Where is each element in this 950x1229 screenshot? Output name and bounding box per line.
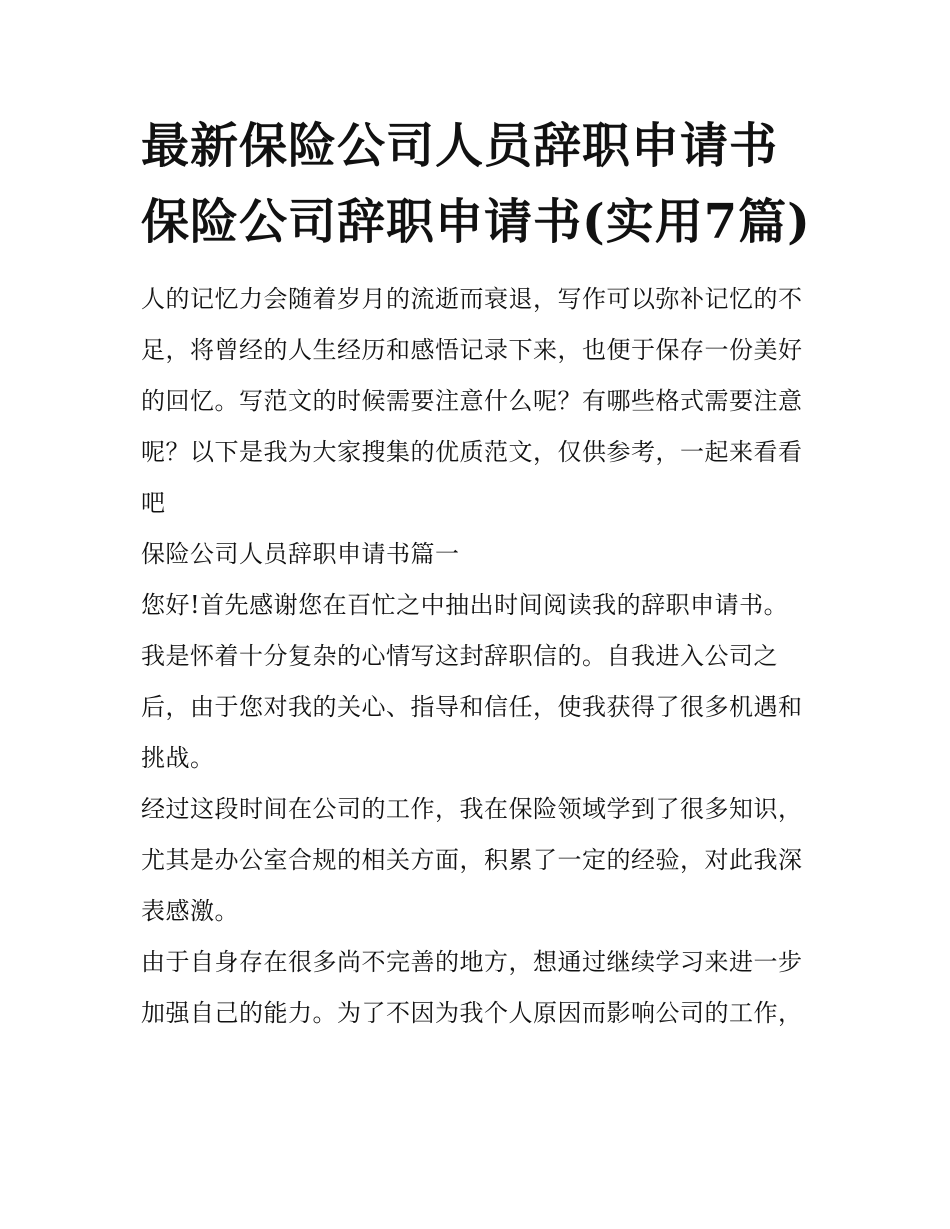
document-title: 最新保险公司人员辞职申请书 保险公司辞职申请书(实用7篇) <box>141 118 811 250</box>
section-heading: 保险公司人员辞职申请书篇一 <box>141 540 460 568</box>
body-paragraph: 由于自身存在很多尚不完善的地方，想通过继续学习来进一步加强自己的能力。为了不因为我个人原因而影响公司的工作， <box>141 948 803 1027</box>
body-paragraph: 您好!首先感谢您在百忙之中抽出时间阅读我的辞职申请书。 <box>141 591 789 619</box>
intro-paragraph: 人的记忆力会随着岁月的流逝而衰退，写作可以弥补记忆的不足，将曾经的人生经历和感悟记录下来，也便于保存一份美好的回忆。写范文的时候需要注意什么呢？有哪些格式需要注意呢？以下是我为大家搜集的优质范文，仅供参考，一起来看看吧 <box>141 285 803 517</box>
document-body <box>141 274 812 1039</box>
body-paragraph: 经过这段时间在公司的工作，我在保险领域学到了很多知识，尤其是办公室合规的相关方面，积累了一定的经验，对此我深表感激。 <box>141 795 803 925</box>
body-paragraph: 我是怀着十分复杂的心情写这封辞职信的。自我进入公司之后，由于您对我的关心、指导和信任，使我获得了很多机遇和挑战。 <box>141 642 803 772</box>
